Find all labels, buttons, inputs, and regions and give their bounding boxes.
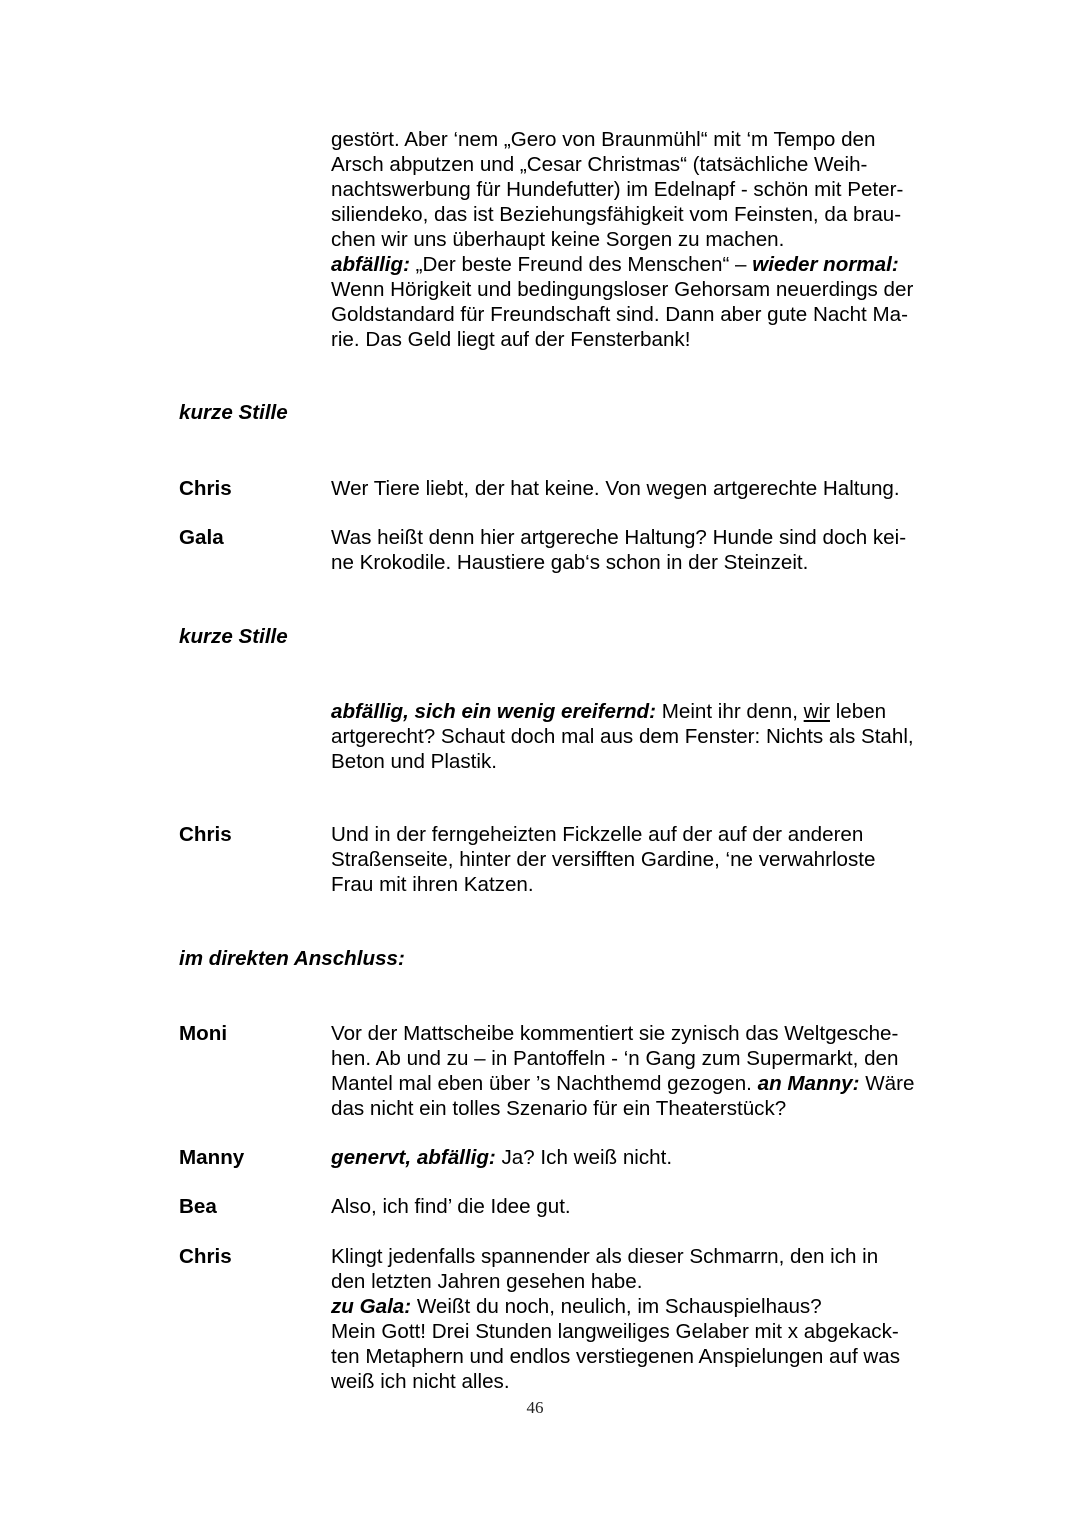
text-fragment: Ja? Ich weiß nicht.: [495, 1146, 673, 1169]
stage-direction: kurze Stille: [179, 401, 288, 424]
dialogue-text: [331, 1145, 951, 1170]
text-line: nachtswerbung für Hundefutter) im Edelnapf - schön mit Peter-: [331, 178, 904, 201]
text-line: hen. Ab und zu – in Pantoffeln - ‘n Gang zum Supermarkt, den: [331, 1047, 899, 1070]
quote-text: „Der beste Freund des Menschen“ –: [409, 253, 753, 276]
text-line: [331, 1071, 951, 1096]
text-line: ten Metaphern und endlos verstiegenen Anspielungen auf was: [331, 1345, 901, 1368]
text-line: rie. Das Geld liegt auf der Fensterbank!: [331, 328, 691, 351]
dialogue-text: [331, 1244, 951, 1394]
speaker-name: Gala: [179, 526, 224, 549]
text-line: chen wir uns überhaupt keine Sorgen zu machen.: [331, 228, 785, 251]
dialogue-text: [331, 699, 951, 774]
speaker-name: Bea: [179, 1195, 217, 1218]
text-fragment: Weißt du noch, neulich, im Schauspielhaus?: [411, 1295, 822, 1318]
stage-direction-inline: abfällig:: [331, 253, 410, 276]
text-fragment: Meint ihr denn,: [656, 700, 804, 723]
text-line: weiß ich nicht alles.: [331, 1370, 510, 1393]
stage-direction: kurze Stille: [179, 625, 288, 648]
text-line: [331, 252, 951, 277]
text-line: artgerecht? Schaut doch mal aus dem Fenster: Nichts als Stahl,: [331, 725, 914, 748]
dialogue-text: [331, 822, 951, 897]
text-line: Wenn Hörigkeit und bedingungsloser Gehorsam neuerdings der: [331, 278, 914, 301]
stage-direction-inline: abfällig, sich ein wenig ereifernd:: [331, 700, 656, 723]
text-fragment: leben: [829, 700, 887, 723]
dialogue-text: Wer Tiere liebt, der hat keine. Von wegen artgerechte Haltung.: [331, 477, 900, 500]
text-line: [331, 699, 951, 724]
stage-direction-inline: wieder normal:: [752, 253, 899, 276]
speaker-name: Chris: [179, 1245, 232, 1268]
text-line: Was heißt denn hier artgereche Haltung? Hunde sind doch kei-: [331, 526, 907, 549]
underlined-word: wir: [803, 700, 830, 723]
text-line: siliendeko, das ist Beziehungsfähigkeit vom Feinsten, da brau-: [331, 203, 902, 226]
text-fragment: Mantel mal eben über ’s Nachthemd gezogen.: [331, 1072, 758, 1095]
text-line: Frau mit ihren Katzen.: [331, 873, 534, 896]
stage-direction-inline: an Manny:: [757, 1072, 860, 1095]
stage-direction-inline: genervt, abfällig:: [331, 1146, 496, 1169]
dialogue-text: Also, ich find’ die Idee gut.: [331, 1195, 571, 1218]
speaker-name: Chris: [179, 477, 232, 500]
page-number: 46: [526, 1398, 544, 1417]
text-line: Beton und Plastik.: [331, 750, 497, 773]
text-line: Und in der ferngeheizten Fickzelle auf der auf der anderen: [331, 823, 864, 846]
dialogue-text-continued: [331, 127, 951, 352]
speaker-name: Manny: [179, 1146, 245, 1169]
text-line: den letzten Jahren gesehen habe.: [331, 1270, 643, 1293]
text-line: Goldstandard für Freundschaft sind. Dann aber gute Nacht Ma-: [331, 303, 908, 326]
text-line: Klingt jedenfalls spannender als dieser Schmarrn, den ich in: [331, 1245, 879, 1268]
text-line: Vor der Mattscheibe kommentiert sie zynisch das Weltgesche-: [331, 1022, 899, 1045]
text-line: ne Krokodile. Haustiere gab‘s schon in der Steinzeit.: [331, 551, 809, 574]
text-line: gestört. Aber ‘nem „Gero von Braunmühl“ mit ‘m Tempo den: [331, 128, 876, 151]
text-line: das nicht ein tolles Szenario für ein Theaterstück?: [331, 1097, 787, 1120]
text-fragment: Wäre: [859, 1072, 915, 1095]
speaker-name: Moni: [179, 1022, 228, 1045]
stage-direction-inline: zu Gala:: [331, 1295, 412, 1318]
speaker-name: Chris: [179, 823, 232, 846]
stage-direction: im direkten Anschluss:: [179, 947, 405, 970]
text-line: Straßenseite, hinter der versifften Gardine, ‘ne verwahrloste: [331, 848, 876, 871]
text-line: [331, 1294, 951, 1319]
dialogue-text: [331, 1021, 951, 1121]
text-line: Mein Gott! Drei Stunden langweiliges Gelaber mit x abgekack-: [331, 1320, 899, 1343]
dialogue-text: [331, 525, 951, 575]
text-line: Arsch abputzen und „Cesar Christmas“ (tatsächliche Weih-: [331, 153, 868, 176]
